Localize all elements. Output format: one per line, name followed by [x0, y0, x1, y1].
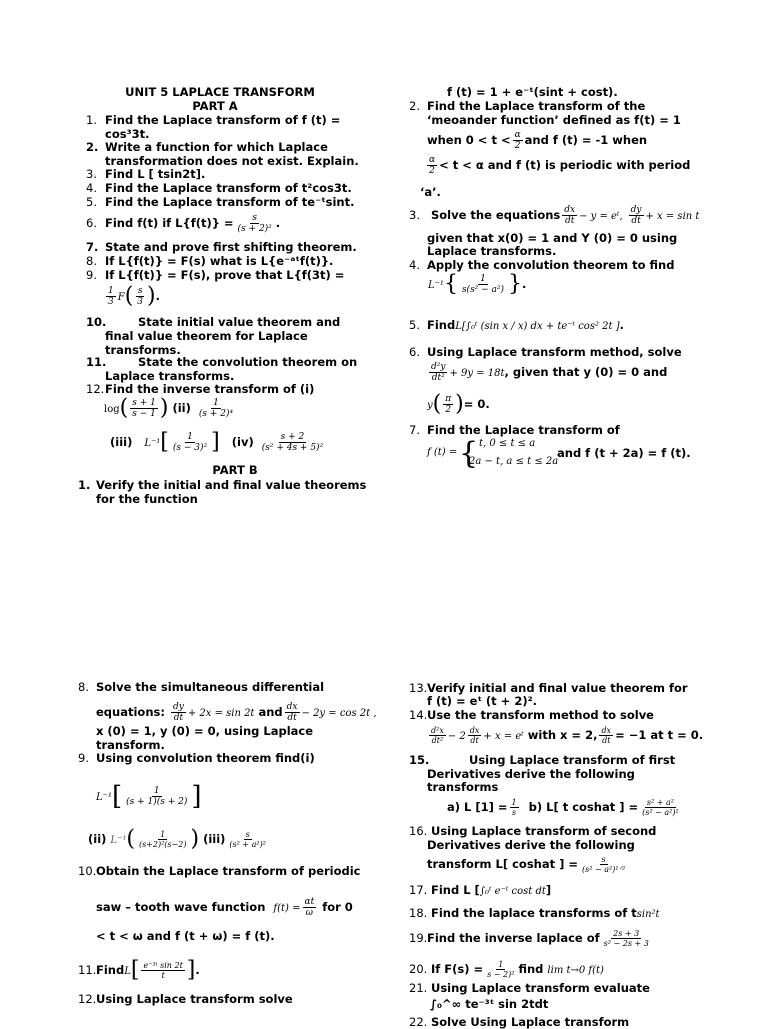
list-item-cont: when 0 < t < $\frac{\alpha}{2}$ and f (t) = -1 when	[427, 130, 648, 151]
math-expression: (ii) L⁻¹( $\frac{1}{\text{(s+2)²(s−2)}}$ ) (iii) $\frac{s}{\text{(s² + a²)²}}$	[88, 826, 266, 852]
list-item: 5. FindL[∫₀ᵗ (sin x / x) dx + te⁻ᵗ cos² 2t ].	[409, 318, 624, 332]
math-expression: equations: $\frac{dy}{dt}$ + 2x = sin 2t and $\frac{dx}{dt}$ − 2y = cos 2t ,	[96, 702, 377, 723]
list-item-cont: transformation does not exist. Explain.	[105, 154, 359, 168]
list-item: 4. Apply the convolution theorem to find	[409, 258, 675, 272]
list-item: 18. Find the laplace transforms of tsin²t	[409, 906, 660, 920]
list-item: 9. Using convolution theorem find(i)	[78, 751, 315, 765]
list-item-cont: cos³3t.	[105, 127, 150, 141]
list-item: 12.Using Laplace transform solve	[78, 992, 293, 1006]
math-expression: a) L [1] = $\frac{1}{s}$ b) L[ t coshat ] = $\frac{\text{s² + a²}}{\text{(s² − a²)²}}$	[447, 798, 679, 817]
list-item: 17. Find L [∫₀ᵗ e⁻ᵗ cost dt]	[409, 883, 552, 897]
list-item-cont: final value theorem for Laplace	[105, 329, 308, 343]
list-item: 13.Verify initial and final value theorem for	[409, 681, 688, 695]
list-item: 10.Obtain the Laplace transform of periodic	[78, 864, 361, 878]
list-item: 15. Using Laplace transform of first	[409, 753, 676, 767]
list-item-cont: f (t) = 1 + e⁻ᵗ(sint + cost).	[447, 85, 618, 99]
math-expression: log( $\frac{s + 1}{s - 1}$ ) (ii) $\frac{1}{\text{(s + 2)⁴}}$	[104, 395, 234, 421]
math-expression: $\frac{\text{d²y}}{\text{dt²}}$ + 9y = 18t, given that y (0) = 0 and	[431, 362, 668, 383]
math-expression: (iii) L⁻¹[ $\frac{1}{\text{(s − 3)²}}$ ] (iv) $\frac{s + 2}{\text{(s² + 4s + 5)²}}$	[110, 429, 324, 455]
list-item: 12.Find the inverse transform of (i)	[86, 382, 315, 396]
math-expression: L⁻¹{ $\frac{1}{\text{s(s² − a²)}}$ }.	[428, 271, 527, 297]
list-item: 1. Verify the initial and final value theorems	[78, 478, 367, 492]
list-item: 2. Write a function for which Laplace	[86, 140, 328, 154]
list-item-cont: for the function	[96, 492, 198, 506]
list-item-cont: f (t) = eᵗ (t + 2)².	[427, 694, 537, 708]
list-item: 14.Use the transform method to solve	[409, 708, 654, 722]
list-item: 3. Solve the equations $\frac{dx}{dt}$ − y = eᵗ, $\frac{dy}{dt}$ + x = sin t	[409, 205, 700, 226]
list-item-cont: transforms.	[105, 343, 181, 357]
math-expression: transform L[ coshat ] = $\frac{s}{\text{(s² − a²)¹ᐟ²}}$	[427, 855, 626, 874]
math-expression: $\frac{\text{d²x}}{\text{dt²}}$ − 2 $\frac{dx}{dt}$ + x = eᵗ with x = 2, $\frac{dx}{dt}$ = −1 at t = 0.	[431, 726, 704, 745]
list-item-cont: Laplace transforms.	[105, 369, 235, 383]
list-item: 6. Find f(t) if L{f(t)} = $\frac{s}{\text{(s + 2)²}}$ .	[86, 213, 281, 234]
list-item: 5. Find the Laplace transform of te⁻ᵗsint.	[86, 195, 355, 209]
list-item: 8. Solve the simultaneous differential	[78, 680, 325, 694]
list-item: 3. Find L [ tsin2t].	[86, 167, 206, 181]
list-item: 21. Using Laplace transform evaluate	[409, 981, 650, 995]
list-item-cont: transforms	[427, 780, 499, 794]
fraction: $\frac{s}{\text{(s + 2)²}}$	[237, 213, 272, 234]
list-item: 10. State initial value theorem and	[86, 315, 341, 329]
list-item: 16. Using Laplace transform of second	[409, 824, 657, 838]
list-item: 1. Find the Laplace transform of f (t) =	[86, 113, 341, 127]
list-item-cont: Derivatives derive the following	[427, 767, 635, 781]
list-item-cont: transform.	[96, 738, 165, 752]
math-expression: L⁻¹[ $\frac{1}{(s + 1)(s + 2)}$ ]	[96, 781, 202, 812]
math-expression: y( $\frac{\pi}{2}$ )= 0.	[427, 391, 490, 417]
list-item: 7. Find the Laplace transform of	[409, 423, 620, 437]
list-item: 2. Find the Laplace transform of the	[409, 99, 646, 113]
list-item: 8. If L{f(t)} = F(s) what is L{e⁻ᵃᵗf(t)}.	[86, 254, 334, 268]
list-item-cont: ‘a’.	[420, 185, 441, 199]
unit-title: UNIT 5 LAPLACE TRANSFORM	[125, 85, 315, 99]
part-b-heading: PART B	[212, 463, 258, 477]
list-item-cont: Laplace transforms.	[427, 244, 557, 258]
list-item: 9. If L{f(t)} = F(s), prove that L{f(3t) =	[86, 268, 345, 282]
list-item: 6. Using Laplace transform method, solve	[409, 345, 682, 359]
part-a-heading: PART A	[192, 99, 238, 113]
list-item-cont: ‘meoander function’ defined as f(t) = 1	[427, 113, 681, 127]
list-item: 4. Find the Laplace transform of t²cos3t.	[86, 181, 352, 195]
list-item: 20. If F(s) = $\frac{1}{\text{s − 2)²}}$ find lim t→0 f(t)	[409, 960, 604, 979]
math-expression: ∫₀^∞ te⁻³ᵗ sin 2tdt	[430, 997, 549, 1011]
list-item: 11. State the convolution theorem on	[86, 355, 358, 369]
list-item: 7. State and prove first shifting theorem.	[86, 240, 357, 254]
list-item-cont: given that x(0) = 1 and Y (0) = 0 using	[427, 231, 678, 245]
document-page: UNIT 5 LAPLACE TRANSFORM PART A 1. Find the Laplace transform of f (t) = cos³3t. 2. Write a function for which Laplace transformation does not exist. Explain. 3. Find L [ tsin2t]. 4. Find the Laplace transform of t²cos3t. 5. Find the Laplace transform of te⁻ᵗsint. 6. Find f(t) if L{f(t)} = $\frac{s}{\text{(s + 2)²}}$ . 7. State and prove first shifting theorem. 8. If L{f(t)} = F(s) what is L{e⁻ᵃᵗf(t)}. 9. If L{f(t)} = F(s), prove that L{f(3t) = $\frac{1}{3}$ F( $\frac{s}{3}$ ). 10. State initial value theorem and final value theorem for Laplace transforms. 11. State the convolution theorem on Laplace transforms. 12.Find the inverse transform of (i) log( $\frac{s + 1}{s - 1}$ ) (ii) $\frac{1}{\text{(s + 2)⁴}}$ (iii) L⁻¹[ $\frac{1}{\text{(s − 3)²}}$ ] (iv) $\frac{s + 2}{\text{(s² + 4s + 5)²}}$ PART B 1. Verify the initial and final value theorems for the function f (t) = 1 + e⁻ᵗ(sint + cost). 2. Find the Laplace transform of the ‘meoander function’ defined as f(t) = 1 when 0 < t < $\frac{\alpha}{2}$ and f (t) = -1 when $\frac{\alpha}{2}$ < t < α and f (t) is periodic with period ‘a’. 3. Solve the equations $\frac{dx}{dt}$ − y = eᵗ, $\frac{dy}{dt}$ + x = sin t given that x(0) = 1 and Y (0) = 0 using Laplace transforms. 4. Apply the convolution theorem to find L⁻¹{ $\frac{1}{\text{s(s² − a²)}}$ }. 5. FindL[∫₀ᵗ (sin x / x) dx + te⁻ᵗ cos² 2t ]. 6. Using Laplace transform method, solve $\frac{\text{d²y}}{\text{dt²}}$ + 9y = 18t, given that y (0) = 0 and y( $\frac{\pi}{2}$ )= 0. 7. Find the Laplace transform of f (t) = { t, 0 ≤ t ≤ a 2a − t, a ≤ t ≤ 2a and f (t + 2a) = f (t). 8. Solve the simultaneous differential equations: $\frac{dy}{dt}$ + 2x = sin 2t and $\frac{dx}{dt}$ − 2y = cos 2t , x (0) = 1, y (0) = 0, using Laplace transform. 9. Using convolution theorem find(i) L⁻¹[ $\frac{1}{(s + 1)(s + 2)}$ ] (ii) L⁻¹( $\frac{1}{\text{(s+2)²(s−2)}}$ ) (iii) $\frac{s}{\text{(s² + a²)²}}$ 10.Obtain the Laplace transform of periodic saw – tooth wave function f(t) = $\frac{\alpha t}{\omega}$ for 0 < t < ω and f (t + ω) = f (t). 11.FindL[ $\frac{\text{e⁻³ᵗ sin 2t}}{t}$ ]. 12.Using Laplace transform solve 13.Verify initial and final value theorem for f (t) = eᵗ (t + 2)². 14.Use the transform method to solve $\frac{\text{d²x}}{\text{dt²}}$ − 2 $\frac{dx}{dt}$ + x = eᵗ with x = 2, $\frac{dx}{dt}$ = −1 at t = 0. 15. Using Laplace transform of first Derivatives derive the following transforms a) L [1] = $\frac{1}{s}$ b) L[ t coshat ] = $\frac{\text{s² + a²}}{\text{(s² − a²)²}}$ 16. Using Laplace transform of second Derivatives derive the following transform L[ coshat ] = $\frac{s}{\text{(s² − a²)¹ᐟ²}}$ 17. Find L [∫₀ᵗ e⁻ᵗ cost dt] 18. Find the laplace transforms of tsin²t 19.Find the inverse laplace of $\frac{2s + 3}{\text{s² − 2s + 3}}$ 20. If F(s) = $\frac{1}{\text{s − 2)²}}$ find lim t→0 f(t) 21. Using Laplace transform evaluate ∫₀^∞ te⁻³ᵗ sin 2tdt 22. Solve Using Laplace transform	[78, 85, 704, 1029]
list-item: 22. Solve Using Laplace transform	[409, 1015, 630, 1029]
list-item-cont: x (0) = 1, y (0) = 0, using Laplace	[96, 724, 314, 738]
list-item-cont: Derivatives derive the following	[427, 838, 635, 852]
list-item: 19.Find the inverse laplace of $\frac{2s + 3}{\text{s² − 2s + 3}}$	[409, 929, 649, 948]
list-item: 11.FindL[ $\frac{\text{e⁻³ᵗ sin 2t}}{t}$ ].	[78, 957, 200, 983]
list-item-cont: < t < ω and f (t + ω) = f (t).	[96, 929, 275, 943]
math-expression: saw – tooth wave function f(t) = $\frac{\alpha t}{\omega}$ for 0	[96, 897, 353, 918]
list-item-cont: $\frac{\alpha}{2}$ < t < α and f (t) is periodic with period	[429, 155, 691, 176]
math-expression: $\frac{1}{3}$ F( $\frac{s}{3}$ ).	[108, 283, 160, 309]
